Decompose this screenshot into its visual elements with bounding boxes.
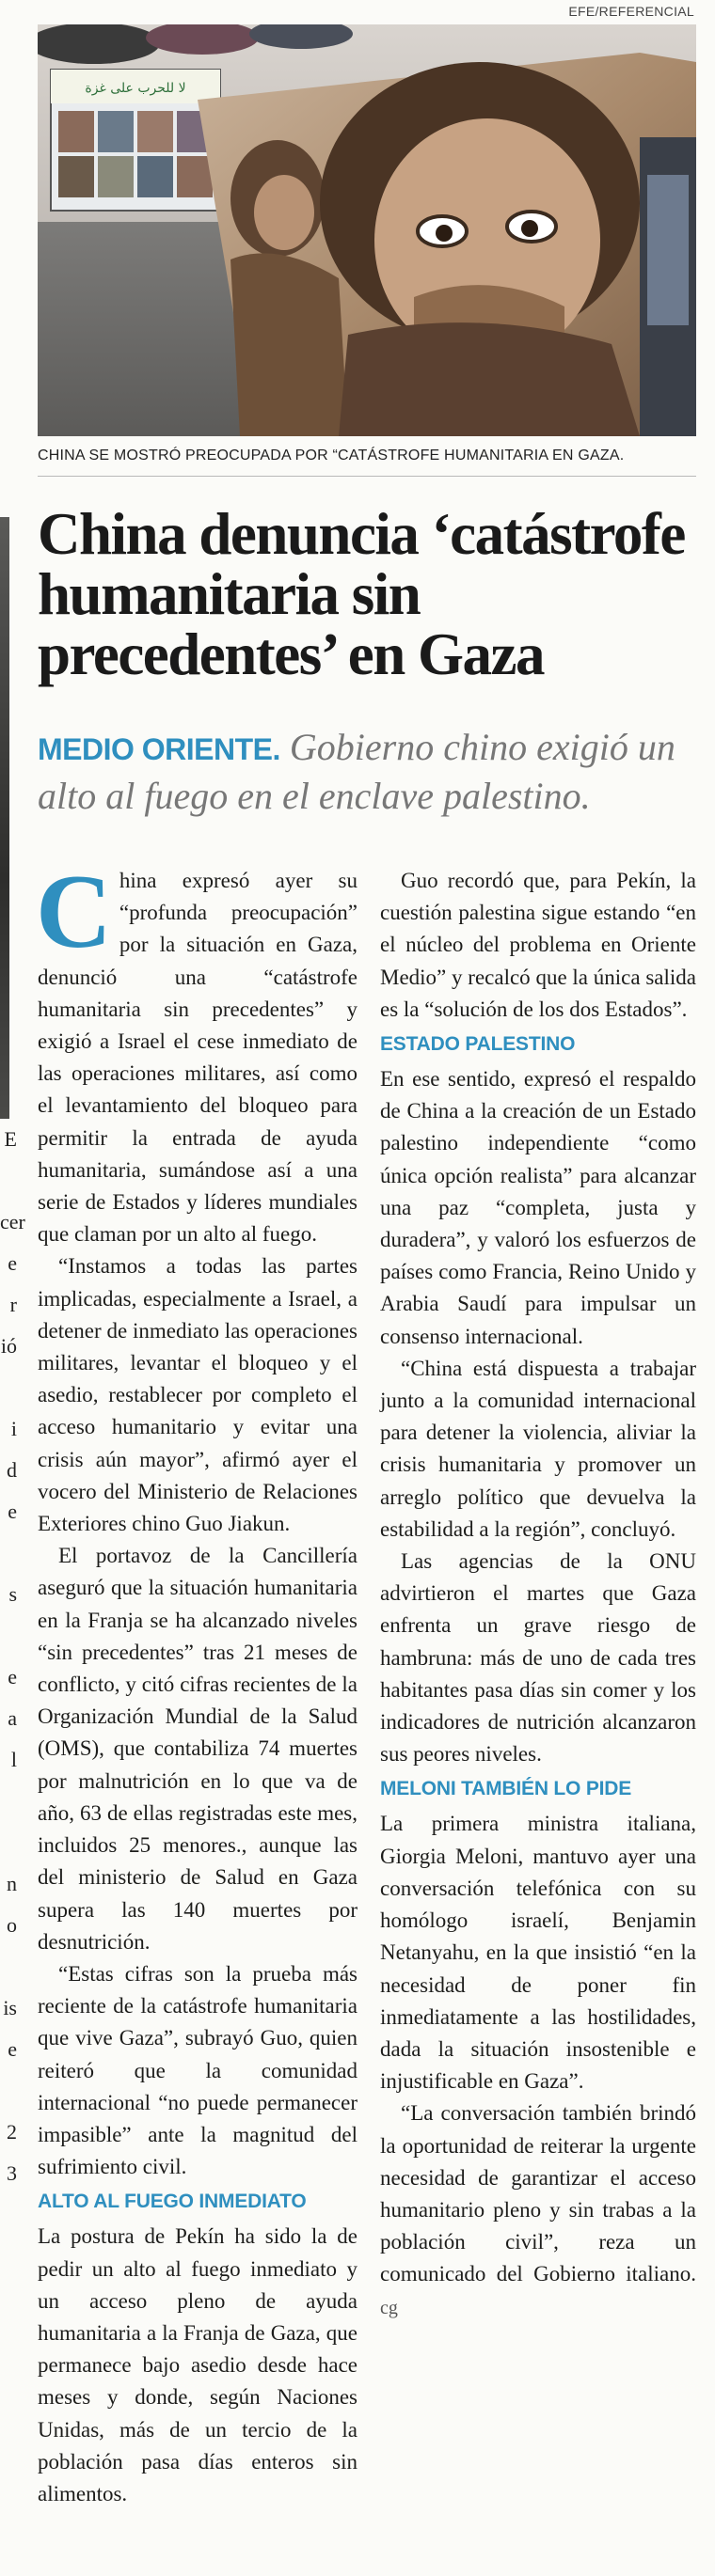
adjacent-fragment — [0, 2070, 21, 2112]
photo-caption: CHINA SE MOSTRÓ PREOCUPADA POR “CATÁSTROFE HUMANITARIA EN GAZA. — [38, 448, 625, 463]
adjacent-fragment: E — [4, 1127, 17, 1151]
adjacent-fragment — [0, 1781, 21, 1822]
adjacent-fragment: r — [9, 1293, 17, 1316]
drop-cap: C — [36, 854, 112, 970]
paragraph-1 — [36, 854, 358, 1250]
subhead-alto-al-fuego: ALTO AL FUEGO INMEDIATO — [38, 2191, 307, 2213]
subhead-estado-palestino: ESTADO PALESTINO — [380, 1033, 576, 1056]
banner-text: لا للحرب على غزة — [85, 81, 186, 96]
adjacent-fragment: d — [7, 1458, 17, 1482]
paragraph-1-text: hina expresó ayer su “profunda preocupación” por la situación en Gaza, denunció una “catástrofe humanitaria sin precedentes” y exigió a Israel el cese inmediato de las operaciones militares, así como el levantamiento del bloqueo para permitir la entrada de ayuda humanitaria, sumándose así a una serie de Estados y líderes mundiales que claman por un alto al fuego. — [38, 869, 358, 1247]
adjacent-fragment — [0, 1615, 21, 1657]
photo-credit: EFE/REFERENCIAL — [568, 4, 694, 19]
paragraph-10: La primera ministra italiana, Giorgia Meloni, mantuvo ayer una conversación telefónica con su homólogo israelí, Benjamin Netanyahu, en la que insistió “en la necesidad de poner fin inmediatamente a las hostilidades, dada la situación insostenible e injustificable en Gaza”. — [380, 1812, 696, 2094]
adjacent-fragment: 3 — [7, 2161, 17, 2185]
paragraph-9: Las agencias de la ONU advirtieron el martes que Gaza enfrenta un grave riesgo de hambruna: más de uno de cada tres habitantes pasa días sin comer y los indicadores de nutrición alcanzaron sus peores niveles. — [380, 1549, 696, 1767]
caption-divider — [38, 476, 696, 477]
adjacent-fragment: is — [3, 1996, 17, 2019]
adjacent-text-fragments — [0, 1119, 25, 2567]
adjacent-fragment: ió — [0, 1334, 17, 1358]
adjacent-fragment: e — [8, 1251, 17, 1275]
paragraph-3: El portavoz de la Cancillería aseguró que la situación humanitaria en la Franja se ha alcanzado niveles “sin precedentes” tras 21 meses de conflicto, y citó cifras recientes de la Organización Mundial de la Salud (OMS), que contabiliza 74 muertes por malnutrición en lo que va de año, 63 de ellas registradas este mes, incluidos 25 menores., aunque las del ministerio de Salud en Gaza supera las 140 muertes por desnutrición. — [38, 1544, 358, 1954]
adjacent-fragment: o — [7, 1913, 17, 1937]
body-column-1 — [36, 854, 358, 2510]
adjacent-article-edge — [0, 0, 32, 2576]
adjacent-fragment: s — [8, 1582, 17, 1606]
adjacent-photo-edge — [0, 517, 9, 1119]
paragraph-6: Guo recordó que, para Pekín, la cuestión palestina sigue estando “en el núcleo del problema en Oriente Medio” y recalcó que la única salida es la “solución de los dos Estados”. — [380, 869, 696, 1021]
body-column-2 — [380, 865, 696, 2324]
adjacent-fragment: i — [10, 1417, 17, 1440]
paragraph-11-text: “La conversación también brindó la oportunidad de reiterar la urgente necesidad de garantizar el acceso humanitario pleno y sin trabas a la población civil”, reza un comunicado del Gobierno italiano. — [380, 2101, 696, 2286]
adjacent-fragment: n — [7, 1872, 17, 1895]
kicker-label: MEDIO ORIENTE. — [38, 732, 280, 766]
adjacent-fragment — [0, 1946, 21, 1987]
adjacent-fragment: e — [8, 1665, 17, 1689]
paragraph-7: En ese sentido, expresó el respaldo de China a la creación de un Estado palestino independiente “como única opción realista” para alcanzar una paz “completa, justa y duradera”, y valoró los esfuerzos de países como Francia, Reino Unido y Arabia Saudí para impulsar un consenso internacional. — [380, 1067, 696, 1348]
protest-painting-image — [38, 24, 696, 436]
adjacent-fragment: a — [8, 1706, 17, 1730]
article-photo — [38, 24, 696, 436]
subhead-meloni: MELONI TAMBIÉN LO PIDE — [380, 1778, 632, 1800]
kicker-deck: Gobierno chino exigió un alto al fuego en el enclave palestino. — [38, 726, 675, 817]
paragraph-2: “Instamos a todas las partes implicadas, especialmente a Israel, a detener de inmediato las operaciones militares, levantar el bloqueo y el asedio, restablecer por completo el acceso humanitario y evitar una crisis aún mayor”, afirmó ayer el vocero del Ministerio de Relaciones Exteriores chino Guo Jiakun. — [38, 1254, 358, 1536]
paragraph-4: “Estas cifras son la prueba más reciente de la catástrofe humanitaria que vive Gaza”, subrayó Guo, quien reiteró que la comunidad internacional “no puede permanecer impasible” ante la magnitud del sufrimiento civil. — [38, 1961, 358, 2179]
paragraph-5: La postura de Pekín ha sido la de pedir un alto al fuego inmediato y un acceso pleno de ayuda humanitaria a la Franja de Gaza, que permanece bajo asedio desde hace meses y donde, según Naciones Unidas, más de un tercio de la población pasa días enteros sin alimentos. — [38, 2224, 358, 2505]
paragraph-11 — [380, 2097, 696, 2323]
adjacent-fragment: cer — [0, 1210, 25, 1233]
adjacent-fragment: e — [8, 1500, 17, 1523]
adjacent-fragment — [0, 1367, 21, 1408]
painting-canvas — [198, 53, 696, 436]
adjacent-fragment: 2 — [7, 2120, 17, 2144]
headline: China denuncia ‘catástrofe humanitaria sin precedentes’ en Gaza — [38, 501, 685, 687]
adjacent-fragment — [0, 1532, 21, 1574]
kicker — [38, 724, 696, 820]
adjacent-fragment — [0, 1160, 21, 1202]
protest-banner — [51, 70, 220, 211]
adjacent-fragment — [0, 1822, 21, 1863]
end-mark-icon: cg — [380, 2297, 398, 2318]
paragraph-8: “China está dispuesta a trabajar junto a la comunidad internacional para detener la violencia, aliviar la crisis humanitaria y promover un arreglo político que devuelva la estabilidad a la región”, concluyó. — [380, 1356, 696, 1541]
adjacent-fragment: l — [10, 1748, 17, 1771]
adjacent-fragment: e — [8, 2037, 17, 2061]
